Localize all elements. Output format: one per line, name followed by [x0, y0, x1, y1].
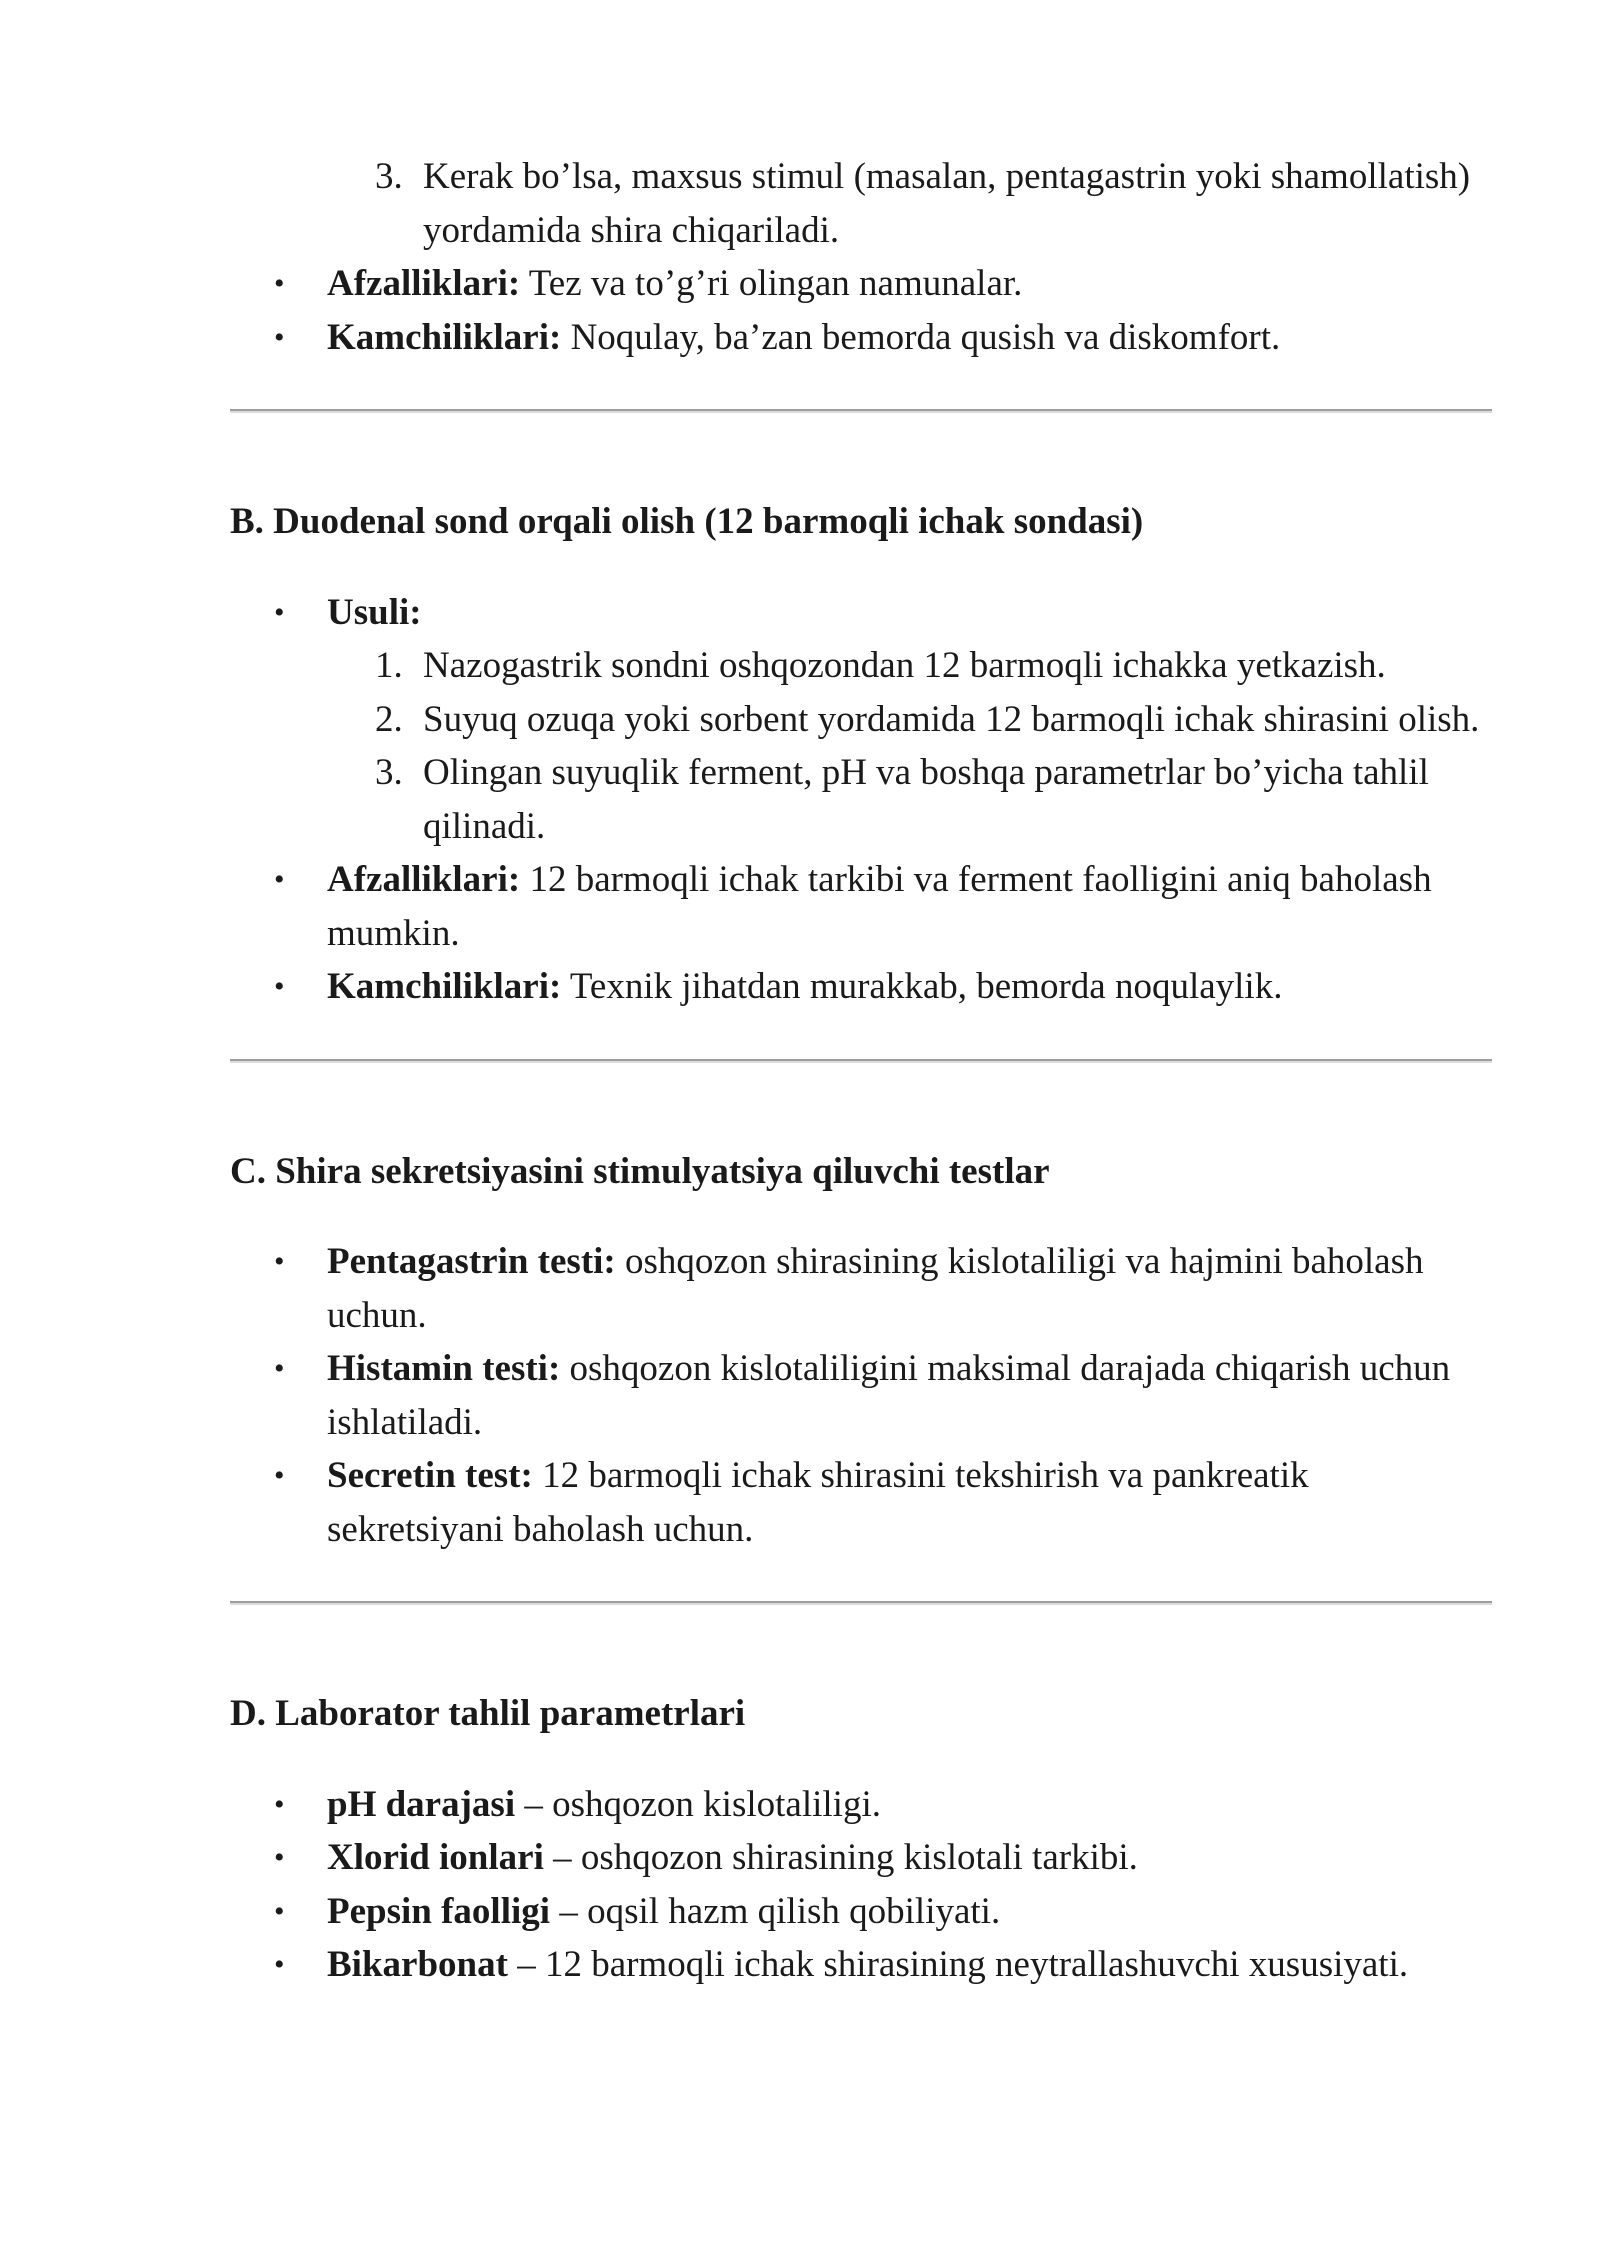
advantages-label: Afzalliklari:: [327, 859, 521, 900]
disadvantages-text: Noqulay, ba’zan bemorda qusish va diskomfort.: [561, 316, 1281, 358]
list-item: [230, 1885, 1492, 1939]
item-text: oshqozon shirasining kislotaliligi va hajmini baholash uchun.: [327, 1241, 1424, 1336]
item-label: Secretin test:: [327, 1455, 533, 1496]
step-number: 3.: [375, 752, 403, 793]
advantages-text: 12 barmoqli ichak tarkibi va ferment faolligini aniq baholash mumkin.: [327, 859, 1432, 954]
advantages-label: Afzalliklari:: [327, 263, 521, 304]
section-d-heading: D. Laborator tahlil parametrlari: [230, 1693, 746, 1734]
disadvantages-text: Texnik jihatdan murakkab, bemorda noqulaylik.: [561, 966, 1283, 1007]
section-d-list: [230, 1778, 1492, 1992]
list-item: [230, 693, 1492, 747]
list-item: [230, 1449, 1492, 1556]
list-item: [230, 150, 1492, 257]
list-item: [230, 1342, 1492, 1449]
item-label: pH darajasi: [327, 1783, 516, 1825]
list-item: [230, 1831, 1492, 1885]
item-label: Pepsin faolligi: [327, 1890, 551, 1932]
disadvantages-label: Kamchiliklari:: [327, 316, 562, 358]
list-item: [230, 746, 1492, 853]
list-item: [230, 257, 1492, 311]
item-label: Bikarbonat: [327, 1944, 508, 1985]
item-text: – oshqozon shirasining kislotali tarkibi.: [543, 1837, 1138, 1878]
step-text: Kerak bo’lsa, maxsus stimul (masalan, pentagastrin yoki shamollatish) yordamida shira chiqariladi.: [423, 156, 1471, 251]
method-steps-continued: [230, 150, 1492, 257]
item-text: 12 barmoqli ichak shirasini tekshirish va pankreatik sekretsiyani baholash uchun.: [327, 1455, 1309, 1550]
advantages-text: Tez va to’g’ri olingan namunalar.: [520, 263, 1023, 304]
section-c-heading: C. Shira sekretsiyasini stimulyatsiya qiluvchi testlar: [230, 1150, 1050, 1192]
list-item: [230, 960, 1492, 1014]
step-text: Olingan suyuqlik ferment, pH va boshqa parametrlar bo’yicha tahlil qilinadi.: [423, 752, 1429, 847]
list-item: [230, 1778, 1492, 1832]
list-item: [230, 1938, 1492, 1992]
pros-cons-list: [230, 257, 1492, 364]
disadvantages-label: Kamchiliklari:: [327, 966, 562, 1007]
list-item: [230, 586, 1492, 854]
section-b-list: [230, 586, 1492, 1014]
section-b-heading: B. Duodenal sond orqali olish (12 barmoqli ichak sondasi): [230, 501, 1144, 542]
step-text: Suyuq ozuqa yoki sorbent yordamida 12 barmoqli ichak shirasini olish.: [423, 698, 1480, 740]
item-text: – oshqozon kislotaliligi.: [515, 1783, 881, 1825]
step-number: 1.: [375, 645, 403, 686]
document-page: [230, 150, 1492, 1992]
item-label: Xlorid ionlari: [327, 1837, 544, 1878]
list-item: [230, 1235, 1492, 1342]
item-text: oshqozon kislotaliligini maksimal darajada chiqarish uchun ishlatiladi.: [327, 1348, 1451, 1443]
list-item: [230, 311, 1492, 365]
item-label: Pentagastrin testi:: [327, 1241, 616, 1282]
method-label: Usuli:: [327, 591, 422, 633]
item-text: – 12 barmoqli ichak shirasining neytrallashuvchi xususiyati.: [507, 1944, 1409, 1985]
list-item: [230, 853, 1492, 960]
step-text: Nazogastrik sondni oshqozondan 12 barmoqli ichakka yetkazish.: [423, 645, 1386, 686]
step-number: 3.: [375, 156, 403, 197]
item-text: – oqsil hazm qilish qobiliyati.: [550, 1890, 1001, 1932]
step-number: 2.: [375, 698, 403, 740]
list-item: [230, 639, 1492, 693]
method-steps: [230, 639, 1492, 853]
section-c-list: [230, 1235, 1492, 1556]
item-label: Histamin testi:: [327, 1348, 561, 1389]
